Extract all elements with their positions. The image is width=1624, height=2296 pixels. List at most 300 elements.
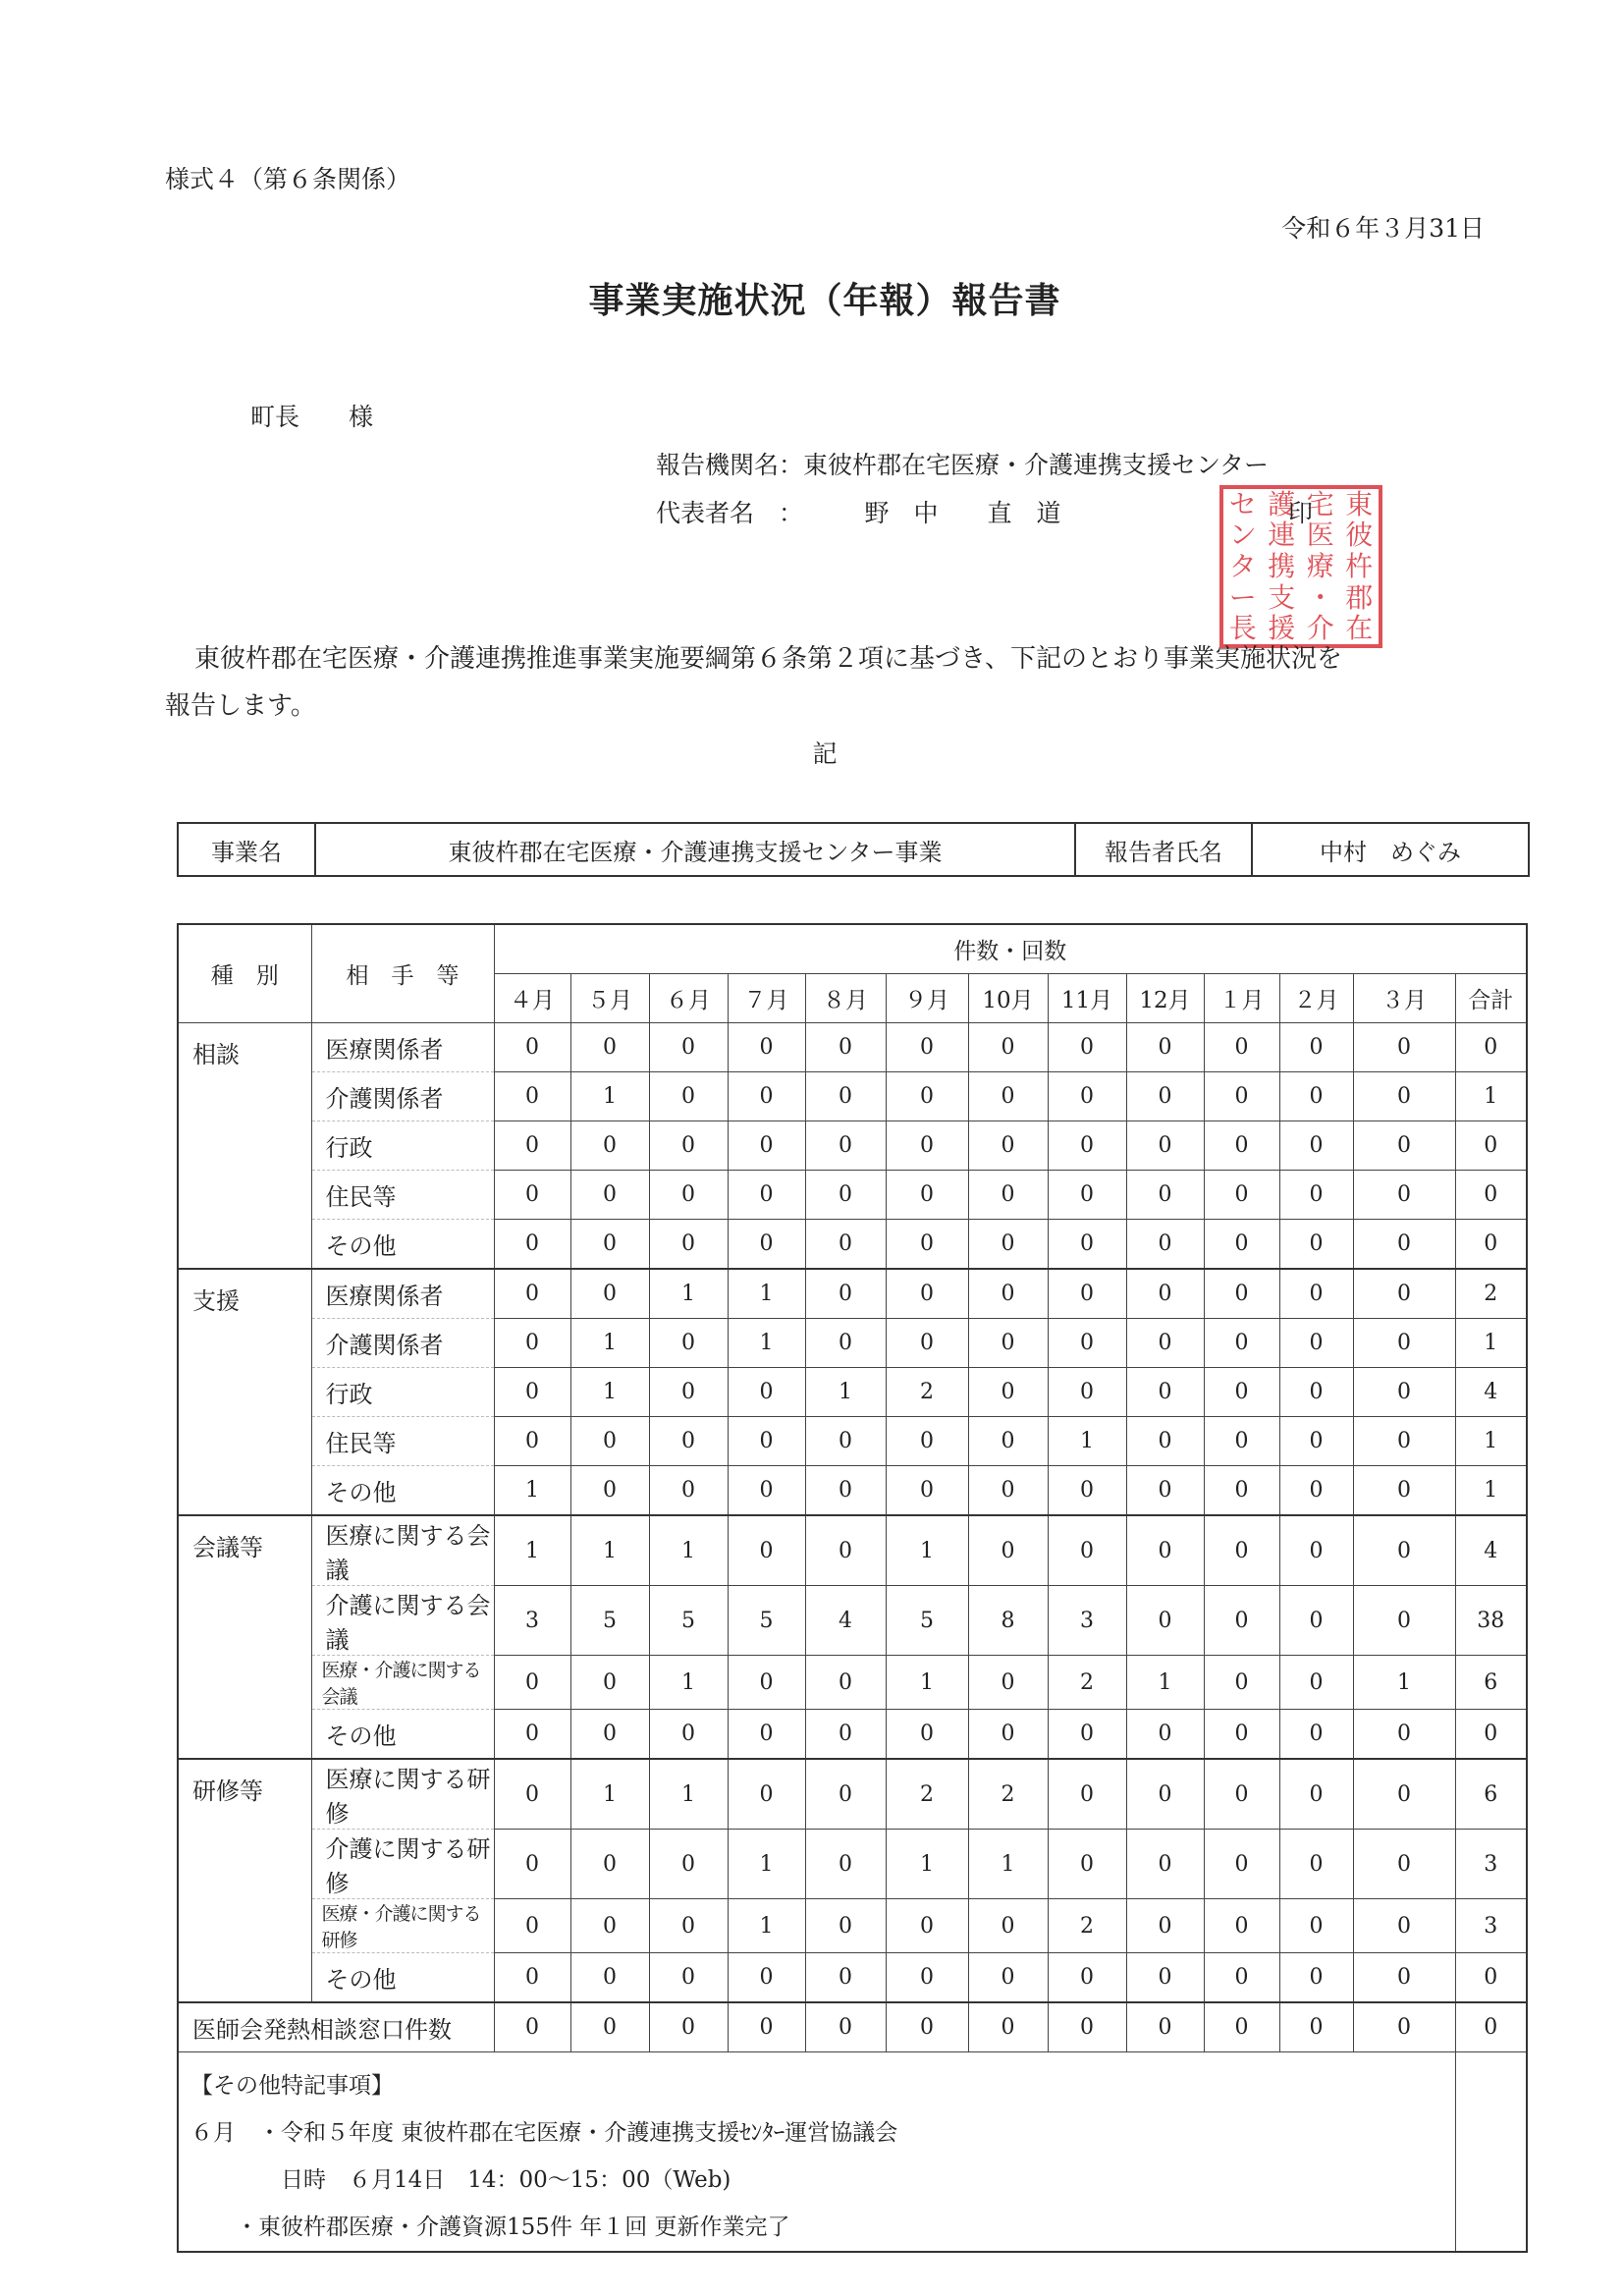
- count-cell: 0: [886, 1220, 968, 1270]
- count-cell: 0: [1204, 1759, 1279, 1830]
- count-cell: 0: [570, 1417, 649, 1466]
- count-cell: 0: [886, 1171, 968, 1220]
- count-cell: 0: [805, 1515, 886, 1586]
- table-row: [178, 1899, 1527, 1953]
- count-cell: 0: [886, 1121, 968, 1171]
- count-cell: 0: [728, 1368, 805, 1417]
- count-cell: 0: [570, 1023, 649, 1072]
- table-row: [178, 1417, 1527, 1466]
- count-cell: 0: [494, 1368, 570, 1417]
- count-cell: 0: [1126, 1368, 1204, 1417]
- count-cell: 0: [968, 1656, 1048, 1710]
- count-cell: 0: [494, 1830, 570, 1899]
- count-cell: 1: [494, 1466, 570, 1516]
- table-row: [178, 1220, 1527, 1270]
- count-cell: 0: [805, 1023, 886, 1072]
- table-row: [178, 1319, 1527, 1368]
- stamp-glyph: 療: [1306, 549, 1334, 582]
- count-cell: 1: [728, 1830, 805, 1899]
- count-cell: 3: [1048, 1586, 1126, 1656]
- party-cell: 介護関係者: [311, 1319, 494, 1368]
- body-paragraph-line-1: 東彼杵郡在宅医療・介護連携推進事業実施要綱第６条第２項に基づき、下記のとおり事業実施状況を: [194, 644, 1342, 674]
- count-cell: 0: [649, 1023, 728, 1072]
- column-header-month: 11月: [1048, 974, 1126, 1023]
- stamp-glyph: タ: [1228, 549, 1257, 582]
- stamp-glyph: ン: [1228, 519, 1257, 552]
- count-cell: 0: [649, 1710, 728, 1760]
- count-cell: 0: [805, 1759, 886, 1830]
- count-cell: 0: [1279, 1417, 1353, 1466]
- count-cell: 0: [494, 1656, 570, 1710]
- count-cell: 0: [1353, 1759, 1455, 1830]
- count-cell: 0: [1279, 1953, 1353, 2003]
- form-label: 様式４（第６条関係）: [165, 165, 411, 193]
- table-row: [178, 1586, 1527, 1656]
- count-cell: 0: [1048, 1953, 1126, 2003]
- count-cell: 5: [570, 1586, 649, 1656]
- count-cell: 4: [805, 1586, 886, 1656]
- body-paragraph-line-2: 報告します。: [165, 691, 316, 721]
- count-cell: 0: [570, 1121, 649, 1171]
- count-cell: 0: [968, 1319, 1048, 1368]
- count-cell: 0: [805, 2002, 886, 2052]
- count-cell: 0: [1279, 1830, 1353, 1899]
- special-notes: [178, 2052, 1455, 2253]
- count-cell: 0: [649, 1220, 728, 1270]
- count-cell: 0: [570, 1466, 649, 1516]
- column-header-month: ２月: [1279, 974, 1353, 1023]
- party-cell: 医療関係者: [311, 1269, 494, 1319]
- count-cell: 1: [1126, 1656, 1204, 1710]
- total-cell: 0: [1455, 1171, 1527, 1220]
- count-cell: 0: [886, 1953, 968, 2003]
- count-cell: 0: [886, 1072, 968, 1121]
- count-cell: 2: [886, 1759, 968, 1830]
- count-cell: 0: [1279, 1710, 1353, 1760]
- count-cell: 0: [649, 1072, 728, 1121]
- count-cell: 0: [494, 1220, 570, 1270]
- count-cell: 5: [886, 1586, 968, 1656]
- count-cell: 0: [1204, 1121, 1279, 1171]
- count-cell: 0: [1279, 1171, 1353, 1220]
- count-cell: 0: [494, 1899, 570, 1953]
- total-cell: 2: [1455, 1269, 1527, 1319]
- count-cell: 0: [1353, 1121, 1455, 1171]
- project-name-value: 東彼杵郡在宅医療・介護連携支援センター事業: [315, 823, 1075, 876]
- count-cell: 0: [728, 1417, 805, 1466]
- count-cell: 1: [886, 1830, 968, 1899]
- count-cell: 0: [886, 1319, 968, 1368]
- count-cell: 1: [805, 1368, 886, 1417]
- table-row: [178, 1953, 1527, 2003]
- count-cell: 0: [1126, 1417, 1204, 1466]
- count-cell: 0: [728, 1072, 805, 1121]
- count-cell: 0: [1353, 1269, 1455, 1319]
- count-cell: 0: [649, 1466, 728, 1516]
- representative-name: 代表者名 ： 野 中 直 道: [656, 499, 1061, 527]
- count-cell: 0: [1048, 1269, 1126, 1319]
- table-row: [178, 1368, 1527, 1417]
- count-cell: 0: [968, 1466, 1048, 1516]
- count-cell: 0: [1204, 1466, 1279, 1516]
- party-cell: 医療・介護に関する研修: [311, 1899, 494, 1953]
- party-cell: その他: [311, 1953, 494, 2003]
- count-cell: 1: [570, 1319, 649, 1368]
- count-cell: 0: [886, 1269, 968, 1319]
- count-cell: 0: [1204, 1023, 1279, 1072]
- count-cell: 0: [1048, 1830, 1126, 1899]
- page-title: 事業実施状況（年報）報告書: [588, 280, 1061, 321]
- count-cell: 0: [649, 1319, 728, 1368]
- count-cell: 0: [968, 1171, 1048, 1220]
- count-cell: 0: [1279, 1220, 1353, 1270]
- count-cell: 0: [1353, 2002, 1455, 2052]
- count-cell: 0: [728, 1759, 805, 1830]
- party-cell: 住民等: [311, 1171, 494, 1220]
- count-cell: 0: [570, 1269, 649, 1319]
- count-cell: 0: [1048, 1710, 1126, 1760]
- count-cell: 1: [494, 1515, 570, 1586]
- count-cell: 0: [728, 1710, 805, 1760]
- count-cell: 0: [1126, 1953, 1204, 2003]
- count-cell: 0: [1353, 1171, 1455, 1220]
- stamp-glyph: 在: [1345, 612, 1374, 645]
- count-cell: 0: [570, 1710, 649, 1760]
- count-cell: 0: [494, 1759, 570, 1830]
- count-cell: 1: [728, 1319, 805, 1368]
- count-cell: 0: [649, 1171, 728, 1220]
- total-cell: 4: [1455, 1368, 1527, 1417]
- column-header-month: ３月: [1353, 974, 1455, 1023]
- count-cell: 1: [1048, 1417, 1126, 1466]
- count-cell: 0: [494, 2002, 570, 2052]
- count-cell: 0: [494, 1121, 570, 1171]
- count-cell: 0: [805, 1319, 886, 1368]
- report-date: 令和６年３月31日: [1281, 214, 1485, 243]
- count-cell: 2: [968, 1759, 1048, 1830]
- table-row: [178, 1121, 1527, 1171]
- count-cell: 1: [570, 1759, 649, 1830]
- table-row: [178, 1710, 1527, 1760]
- count-cell: 0: [1353, 1319, 1455, 1368]
- count-cell: 0: [1353, 1515, 1455, 1586]
- count-cell: 0: [1204, 1417, 1279, 1466]
- count-cell: 0: [1204, 1319, 1279, 1368]
- total-cell: 3: [1455, 1830, 1527, 1899]
- total-cell: 1: [1455, 1417, 1527, 1466]
- count-cell: 1: [649, 1515, 728, 1586]
- count-cell: 0: [968, 1023, 1048, 1072]
- count-cell: 1: [728, 1899, 805, 1953]
- table-row: [178, 1830, 1527, 1899]
- count-cell: 0: [805, 1269, 886, 1319]
- count-cell: 0: [968, 1899, 1048, 1953]
- count-cell: 0: [728, 1220, 805, 1270]
- table-row: [178, 1023, 1527, 1072]
- count-cell: 0: [728, 1171, 805, 1220]
- count-cell: 1: [570, 1368, 649, 1417]
- count-cell: 0: [1126, 1319, 1204, 1368]
- count-cell: 0: [649, 1417, 728, 1466]
- count-cell: 0: [1279, 2002, 1353, 2052]
- count-cell: 0: [1048, 1023, 1126, 1072]
- count-cell: 0: [886, 1899, 968, 1953]
- count-cell: 0: [1353, 1466, 1455, 1516]
- count-cell: 2: [1048, 1899, 1126, 1953]
- count-cell: 0: [570, 1953, 649, 2003]
- count-cell: 0: [1353, 1417, 1455, 1466]
- count-cell: 0: [805, 1953, 886, 2003]
- table-row: [178, 1072, 1527, 1121]
- header-row: [178, 924, 1527, 974]
- project-name-label: 事業名: [178, 823, 315, 876]
- count-cell: 0: [1279, 1121, 1353, 1171]
- count-cell: 0: [1126, 1121, 1204, 1171]
- count-cell: 2: [886, 1368, 968, 1417]
- ki-heading: 記: [812, 739, 838, 768]
- count-cell: 0: [1279, 1759, 1353, 1830]
- count-cell: 0: [1126, 1515, 1204, 1586]
- table-row: [178, 1269, 1527, 1319]
- count-cell: 0: [1279, 1515, 1353, 1586]
- party-cell: 介護に関する研修: [311, 1830, 494, 1899]
- addressee: 町長 様: [250, 403, 374, 431]
- stamp-glyph: 杵: [1345, 549, 1374, 582]
- count-cell: 0: [570, 1830, 649, 1899]
- stamp-glyph: 携: [1268, 549, 1296, 582]
- count-cell: 0: [1048, 1220, 1126, 1270]
- count-cell: 0: [1048, 1515, 1126, 1586]
- seal-mark: 印: [1288, 499, 1314, 527]
- count-cell: 0: [968, 1220, 1048, 1270]
- column-header-month: ８月: [805, 974, 886, 1023]
- count-cell: 0: [1048, 1368, 1126, 1417]
- count-cell: 0: [1279, 1072, 1353, 1121]
- count-cell: 0: [968, 1953, 1048, 2003]
- count-cell: 0: [805, 1830, 886, 1899]
- total-cell: 1: [1455, 1466, 1527, 1516]
- count-cell: 0: [494, 1710, 570, 1760]
- count-cell: 1: [570, 1515, 649, 1586]
- party-cell: 医療・介護に関する会議: [311, 1656, 494, 1710]
- count-cell: 0: [1126, 1759, 1204, 1830]
- count-cell: 0: [494, 1269, 570, 1319]
- count-cell: 0: [1204, 1899, 1279, 1953]
- count-cell: 5: [728, 1586, 805, 1656]
- total-cell: 1: [1455, 1072, 1527, 1121]
- count-cell: 0: [886, 2002, 968, 2052]
- stamp-glyph: セ: [1228, 487, 1257, 520]
- stamp-glyph: 東: [1345, 487, 1374, 520]
- count-cell: 0: [1048, 1759, 1126, 1830]
- stamp-glyph: ー: [1228, 580, 1257, 614]
- stamp-glyph: 介: [1306, 612, 1334, 645]
- count-cell: 0: [1126, 1171, 1204, 1220]
- total-cell: 0: [1455, 1220, 1527, 1270]
- total-cell: 38: [1455, 1586, 1527, 1656]
- count-cell: 0: [570, 1220, 649, 1270]
- total-cell: 6: [1455, 1656, 1527, 1710]
- count-cell: 0: [1126, 1899, 1204, 1953]
- count-cell: 3: [494, 1586, 570, 1656]
- count-cell: 0: [649, 1953, 728, 2003]
- count-cell: 0: [649, 1121, 728, 1171]
- count-cell: 0: [1204, 1368, 1279, 1417]
- reporter-name-label: 報告者氏名: [1075, 823, 1252, 876]
- count-cell: 0: [1048, 1319, 1126, 1368]
- count-cell: 0: [1279, 1023, 1353, 1072]
- category-cell: 相談: [178, 1023, 311, 1270]
- party-cell: 住民等: [311, 1417, 494, 1466]
- count-cell: 0: [1126, 1830, 1204, 1899]
- count-cell: 0: [805, 1072, 886, 1121]
- party-cell: 介護に関する会議: [311, 1586, 494, 1656]
- count-cell: 0: [968, 1072, 1048, 1121]
- column-header-month: ６月: [649, 974, 728, 1023]
- count-cell: 0: [1279, 1899, 1353, 1953]
- count-cell: 0: [1048, 1121, 1126, 1171]
- column-header-month: ４月: [494, 974, 570, 1023]
- count-cell: 8: [968, 1586, 1048, 1656]
- count-cell: 1: [886, 1656, 968, 1710]
- count-cell: 0: [1126, 1023, 1204, 1072]
- count-cell: 0: [1126, 1072, 1204, 1121]
- count-cell: 0: [886, 1466, 968, 1516]
- total-cell: 4: [1455, 1515, 1527, 1586]
- count-cell: 0: [1126, 1269, 1204, 1319]
- count-cell: 0: [1204, 1830, 1279, 1899]
- stamp-glyph: 宅: [1306, 487, 1334, 520]
- count-cell: 0: [805, 1466, 886, 1516]
- count-cell: 0: [886, 1710, 968, 1760]
- count-cell: 0: [886, 1023, 968, 1072]
- total-cell: 6: [1455, 1759, 1527, 1830]
- party-cell: 医療に関する研修: [311, 1759, 494, 1830]
- count-cell: 0: [968, 1417, 1048, 1466]
- column-header-category: 種 別: [178, 924, 311, 1023]
- stamp-glyph: 医: [1306, 519, 1334, 552]
- count-cell: 0: [1126, 1466, 1204, 1516]
- total-cell: 0: [1455, 1953, 1527, 2003]
- count-cell: 0: [968, 2002, 1048, 2052]
- stamp-glyph: 支: [1268, 580, 1296, 614]
- count-cell: 5: [649, 1586, 728, 1656]
- count-cell: 0: [728, 1656, 805, 1710]
- count-cell: 0: [805, 1710, 886, 1760]
- category-cell: 会議等: [178, 1515, 311, 1759]
- count-cell: 1: [886, 1515, 968, 1586]
- count-cell: 0: [728, 1953, 805, 2003]
- count-cell: 0: [728, 1023, 805, 1072]
- party-cell: 行政: [311, 1368, 494, 1417]
- count-cell: 0: [1279, 1466, 1353, 1516]
- count-cell: 0: [1204, 1072, 1279, 1121]
- column-header-month: ５月: [570, 974, 649, 1023]
- count-cell: 0: [1048, 2002, 1126, 2052]
- count-cell: 0: [1126, 2002, 1204, 2052]
- count-cell: 0: [968, 1368, 1048, 1417]
- count-cell: 0: [1204, 2002, 1279, 2052]
- count-cell: 0: [805, 1417, 886, 1466]
- table-row: [178, 1466, 1527, 1516]
- count-cell: 0: [968, 1515, 1048, 1586]
- count-cell: 0: [1353, 1710, 1455, 1760]
- count-cell: 0: [1204, 1656, 1279, 1710]
- count-cell: 0: [649, 2002, 728, 2052]
- count-cell: 0: [570, 1899, 649, 1953]
- party-cell: その他: [311, 1710, 494, 1760]
- count-cell: 0: [1279, 1269, 1353, 1319]
- count-cell: 1: [1353, 1656, 1455, 1710]
- count-cell: 0: [1126, 1220, 1204, 1270]
- count-cell: 0: [1353, 1072, 1455, 1121]
- reporting-org: 報告機関名：東彼杵郡在宅医療・介護連携支援センター: [656, 451, 1270, 479]
- table-row: [178, 1656, 1527, 1710]
- count-cell: 0: [805, 1121, 886, 1171]
- count-cell: 0: [649, 1899, 728, 1953]
- total-cell: 0: [1455, 2002, 1527, 2052]
- count-cell: 0: [494, 1023, 570, 1072]
- count-cell: 0: [494, 1319, 570, 1368]
- count-cell: 0: [1204, 1269, 1279, 1319]
- count-cell: 0: [1279, 1368, 1353, 1417]
- count-cell: 0: [1353, 1830, 1455, 1899]
- count-cell: 0: [494, 1072, 570, 1121]
- count-cell: 0: [1048, 1171, 1126, 1220]
- party-cell: 行政: [311, 1121, 494, 1171]
- count-cell: 0: [1204, 1710, 1279, 1760]
- count-cell: 0: [649, 1830, 728, 1899]
- stamp-glyph: 護: [1268, 487, 1296, 520]
- count-cell: 1: [649, 1656, 728, 1710]
- reporter-name-value: 中村 めぐみ: [1252, 823, 1529, 876]
- count-cell: 1: [649, 1269, 728, 1319]
- column-header-month: ７月: [728, 974, 805, 1023]
- column-header-counts: 件数・回数: [494, 924, 1527, 974]
- count-cell: 1: [570, 1072, 649, 1121]
- note-line: 【その他特記事項】: [190, 2073, 394, 2099]
- count-cell: 0: [1048, 1072, 1126, 1121]
- column-header-party: 相 手 等: [311, 924, 494, 1023]
- count-cell: 0: [570, 1656, 649, 1710]
- count-cell: 0: [570, 1171, 649, 1220]
- fever-consultation-row: [178, 2002, 1527, 2052]
- count-cell: 0: [728, 1121, 805, 1171]
- count-cell: 1: [649, 1759, 728, 1830]
- total-cell: 1: [1455, 1319, 1527, 1368]
- count-cell: 0: [805, 1171, 886, 1220]
- stamp-glyph: 連: [1268, 519, 1296, 552]
- count-cell: 0: [494, 1171, 570, 1220]
- table-row: [178, 1515, 1527, 1586]
- count-cell: 0: [570, 2002, 649, 2052]
- party-cell: 医療に関する会議: [311, 1515, 494, 1586]
- total-cell: 0: [1455, 1023, 1527, 1072]
- count-cell: 0: [1353, 1899, 1455, 1953]
- count-cell: 0: [1204, 1953, 1279, 2003]
- stamp-glyph: 郡: [1345, 580, 1374, 614]
- stamp-glyph: 長: [1228, 612, 1257, 645]
- stamp-glyph: 彼: [1345, 519, 1374, 552]
- total-cell: 3: [1455, 1899, 1527, 1953]
- count-cell: 0: [1126, 1710, 1204, 1760]
- stamp-glyph: ・: [1306, 580, 1334, 614]
- count-cell: 0: [1048, 1466, 1126, 1516]
- count-cell: 0: [1204, 1586, 1279, 1656]
- count-cell: 2: [1048, 1656, 1126, 1710]
- category-cell: 研修等: [178, 1759, 311, 2002]
- count-cell: 0: [805, 1220, 886, 1270]
